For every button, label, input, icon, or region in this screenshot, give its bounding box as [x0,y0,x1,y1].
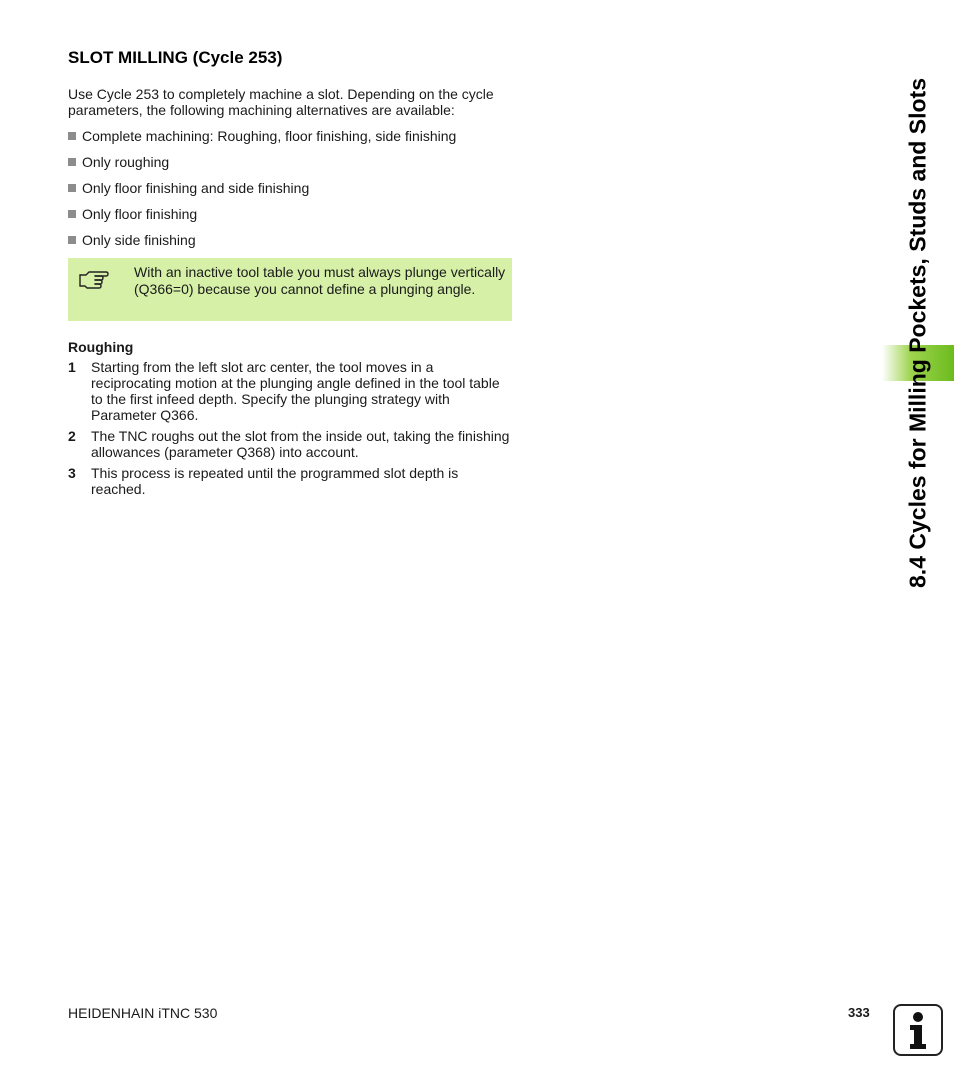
step-number: 2 [68,428,76,444]
square-bullet-icon [68,236,76,244]
alternatives-list [68,128,456,258]
list-item: Only roughing [68,154,456,180]
step-item [68,465,512,497]
chapter-title: 8.4 Cycles for Milling Pockets, Studs and Slots [904,78,931,588]
step-item [68,428,512,460]
square-bullet-icon [68,210,76,218]
footer-product: HEIDENHAIN iTNC 530 [68,1005,218,1021]
step-text: The TNC roughs out the slot from the inside out, taking the finishing allowances (parameter Q368) into account. [91,428,510,460]
square-bullet-icon [68,184,76,192]
list-item: Only floor finishing [68,206,456,232]
note-box [68,258,512,321]
page-number: 333 [848,1005,870,1020]
info-glyph-icon [895,1006,941,1054]
square-bullet-icon [68,132,76,140]
list-item: Only side finishing [68,232,456,258]
step-item [68,359,512,423]
list-item: Only floor finishing and side finishing [68,180,456,206]
roughing-heading: Roughing [68,339,134,355]
chapter-sidebar [888,52,948,614]
note-text: With an inactive tool table you must always plunge vertically (Q366=0) because you cannot define a plunging angle. [134,264,506,297]
square-bullet-icon [68,158,76,166]
step-text: This process is repeated until the programmed slot depth is reached. [91,465,459,497]
step-number: 1 [68,359,76,375]
pointing-hand-icon [78,266,110,294]
info-icon[interactable] [893,1004,943,1056]
section-title: SLOT MILLING (Cycle 253) [68,48,283,67]
roughing-steps [68,359,512,502]
list-item: Complete machining: Roughing, floor finishing, side finishing [68,128,456,154]
step-number: 3 [68,465,76,481]
intro-paragraph: Use Cycle 253 to completely machine a slot. Depending on the cycle parameters, the following machining alternatives are available: [68,86,494,118]
step-text: Starting from the left slot arc center, the tool moves in a reciprocating motion at the plunging angle defined in the tool table to the first infeed depth. Specify the plunging strategy with Parameter Q366. [91,359,500,423]
